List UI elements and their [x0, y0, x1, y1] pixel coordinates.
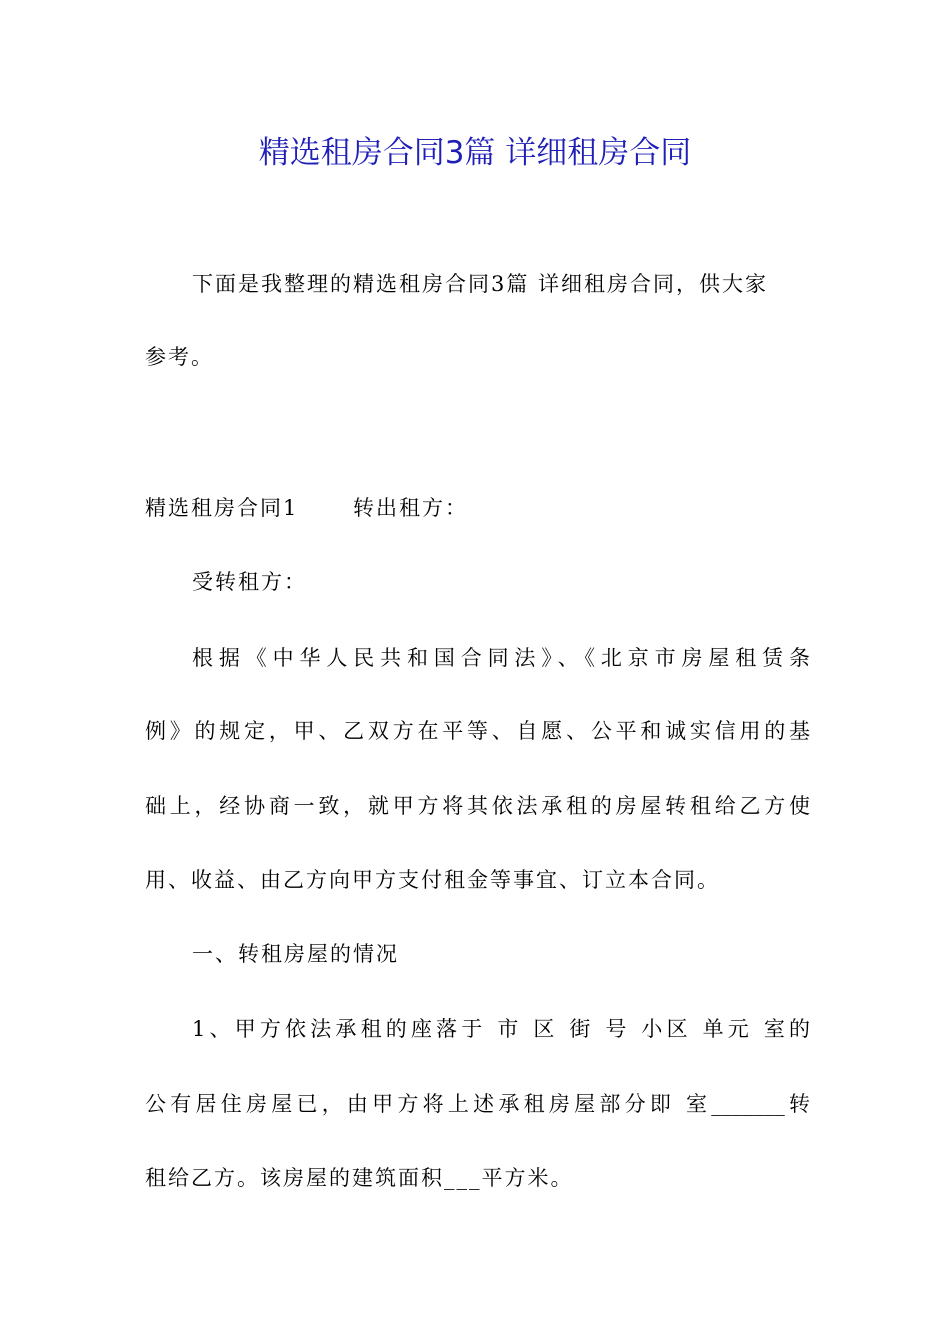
clause-1-line-2: 公有居住房屋已，由甲方将上述承租房屋部分即 室_______转: [145, 1092, 810, 1116]
basis-line-2: 例》的规定，甲、乙双方在平等、自愿、公平和诚实信用的基: [145, 719, 810, 743]
intro-line-1: 下面是我整理的精选租房合同3篇 详细租房合同，供大家: [192, 272, 769, 296]
lessee-label: 受转租方：: [192, 570, 307, 594]
basis-line-3: 础上，经协商一致，就甲方将其依法承租的房屋转租给乙方使: [145, 794, 810, 818]
contract1-heading: 精选租房合同1 转出租方：: [145, 496, 469, 520]
intro-line-2: 参考。: [145, 345, 214, 369]
section-1-heading: 一、转租房屋的情况: [192, 942, 399, 966]
clause-1-line-3: 租给乙方。该房屋的建筑面积___平方米。: [145, 1166, 574, 1190]
clause-1-line-1: 1、甲方依法承租的座落于 市 区 街 号 小区 单元 室的: [192, 1017, 810, 1041]
basis-line-4: 用、收益、由乙方向甲方支付租金等事宜、订立本合同。: [145, 868, 720, 892]
document-title: 精选租房合同3篇 详细租房合同: [258, 135, 692, 171]
basis-line-1: 根据《中华人民共和国合同法》、《北京市房屋租赁条: [192, 646, 810, 670]
